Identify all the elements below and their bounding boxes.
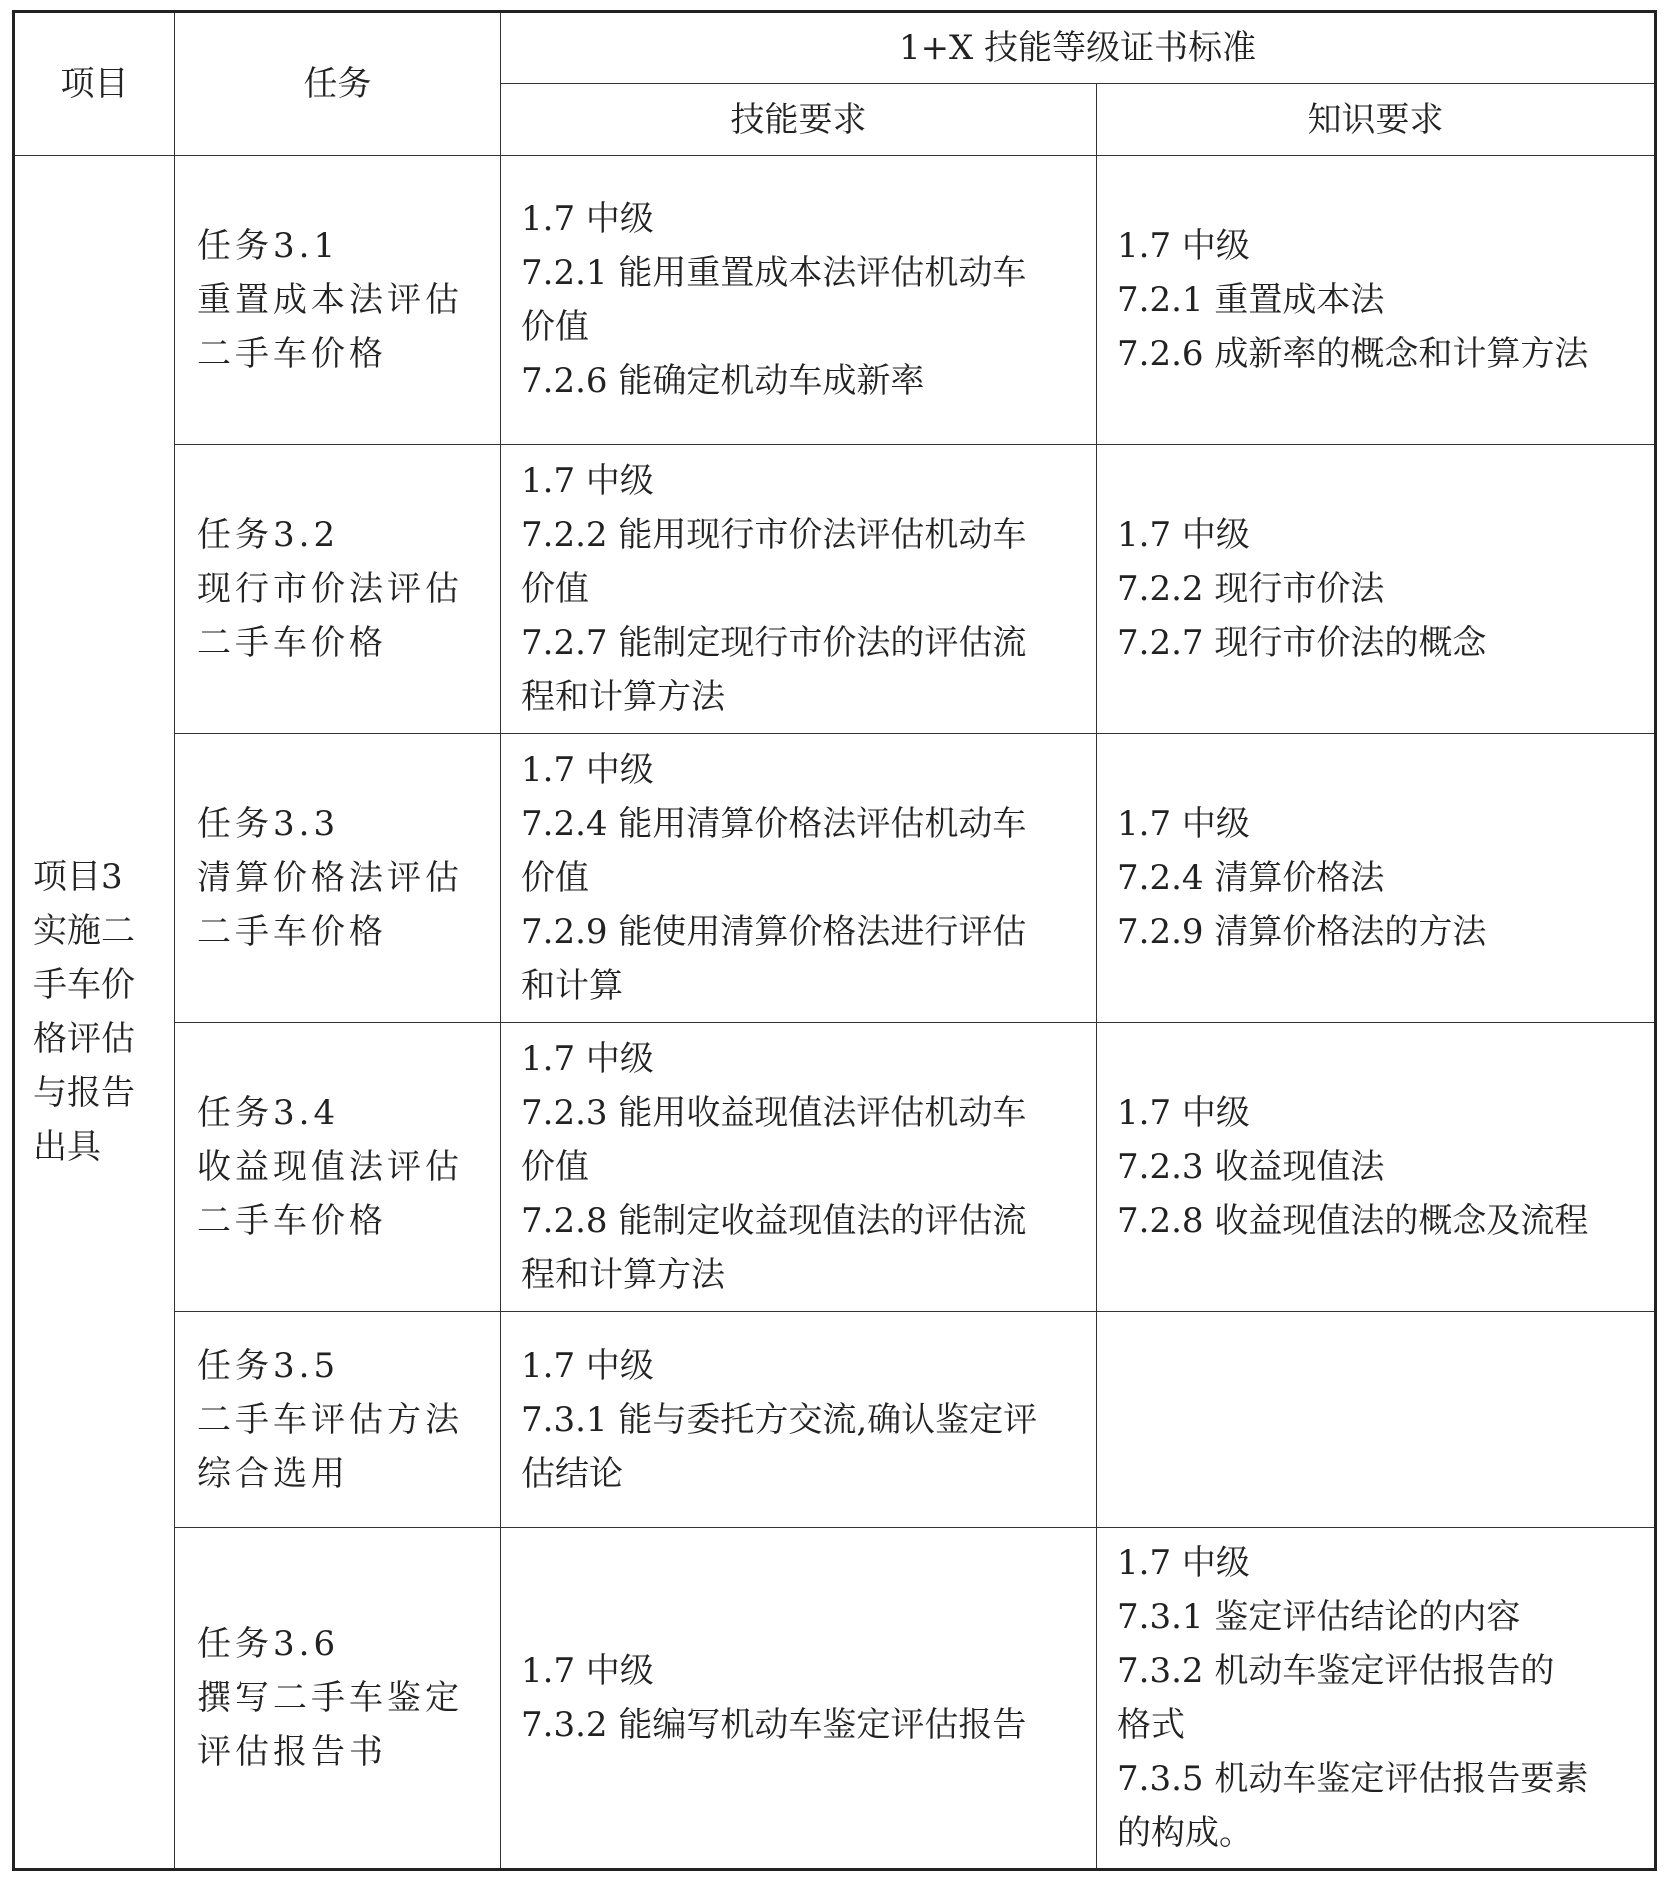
knowledge-line: 7.2.3 收益现值法 <box>1117 1147 1385 1187</box>
task-line: 重置成本法评估 <box>197 280 463 320</box>
knowledge-line: 1.7 中级 <box>1117 804 1250 844</box>
task-line: 二手车价格 <box>197 623 387 663</box>
skill-cell <box>501 1023 1097 1312</box>
skill-line: 价值 <box>521 1147 589 1187</box>
skill-line: 价值 <box>521 858 589 898</box>
knowledge-cell-empty <box>1097 1312 1656 1528</box>
header-task: 任务 <box>175 12 501 156</box>
project-line: 项目3 <box>33 857 123 897</box>
task-cell <box>175 445 501 734</box>
task-line: 任务3.6 <box>197 1624 340 1664</box>
task-line: 任务3.4 <box>197 1093 340 1133</box>
skill-line: 7.2.1 能用重置成本法评估机动车 <box>521 253 1027 293</box>
skill-line: 7.2.8 能制定收益现值法的评估流 <box>521 1201 1027 1241</box>
standards-table-container <box>12 10 1654 1870</box>
skill-cell <box>501 445 1097 734</box>
task-line: 清算价格法评估 <box>197 858 463 898</box>
skill-line: 1.7 中级 <box>521 1651 654 1691</box>
skill-cell <box>501 734 1097 1023</box>
knowledge-line: 的构成。 <box>1117 1813 1253 1853</box>
task-line: 二手车价格 <box>197 334 387 374</box>
knowledge-line: 1.7 中级 <box>1117 515 1250 555</box>
knowledge-cell <box>1097 445 1656 734</box>
skill-line: 7.2.9 能使用清算价格法进行评估 <box>521 912 1027 952</box>
knowledge-cell <box>1097 1023 1656 1312</box>
task-line: 任务3.2 <box>197 515 340 555</box>
table-row <box>14 734 1656 1023</box>
knowledge-cell <box>1097 1528 1656 1870</box>
knowledge-line: 7.2.9 清算价格法的方法 <box>1117 912 1487 952</box>
skill-line: 估结论 <box>521 1453 623 1494</box>
task-line: 评估报告书 <box>197 1732 387 1772</box>
knowledge-line: 7.2.7 现行市价法的概念 <box>1117 623 1487 663</box>
header-row-1 <box>14 12 1656 84</box>
skill-line: 7.2.2 能用现行市价法评估机动车 <box>521 515 1027 555</box>
task-cell <box>175 1023 501 1312</box>
skill-line: 价值 <box>521 307 589 347</box>
table-row <box>14 1312 1656 1528</box>
skill-line: 7.2.4 能用清算价格法评估机动车 <box>521 804 1027 844</box>
knowledge-line: 7.2.1 重置成本法 <box>1117 280 1385 320</box>
skill-cell <box>501 1528 1097 1870</box>
project-cell <box>14 156 175 1870</box>
skill-line: 7.2.3 能用收益现值法评估机动车 <box>521 1093 1027 1133</box>
skill-line: 1.7 中级 <box>521 1039 654 1079</box>
task-line: 任务3.3 <box>197 804 340 844</box>
project-line: 实施二 <box>33 911 135 951</box>
knowledge-line: 7.2.2 现行市价法 <box>1117 569 1385 609</box>
table-row <box>14 445 1656 734</box>
skill-line: 1.7 中级 <box>521 461 654 501</box>
knowledge-line: 7.3.5 机动车鉴定评估报告要素 <box>1117 1759 1589 1799</box>
task-line: 现行市价法评估 <box>197 569 463 609</box>
task-line: 二手车价格 <box>197 1201 387 1241</box>
task-line: 综合选用 <box>197 1453 349 1494</box>
task-line: 二手车价格 <box>197 912 387 952</box>
skill-cell <box>501 156 1097 445</box>
skill-line: 程和计算方法 <box>521 677 725 717</box>
table-row <box>14 1528 1656 1870</box>
header-skill: 技能要求 <box>501 84 1097 156</box>
task-cell <box>175 156 501 445</box>
skill-line: 程和计算方法 <box>521 1255 725 1295</box>
knowledge-cell <box>1097 156 1656 445</box>
project-line: 格评估 <box>33 1019 135 1059</box>
task-cell <box>175 734 501 1023</box>
skill-line: 和计算 <box>521 966 623 1006</box>
task-line: 撰写二手车鉴定 <box>197 1678 463 1718</box>
skill-line: 7.3.1 能与委托方交流,确认鉴定评 <box>521 1399 1038 1440</box>
skill-line: 1.7 中级 <box>521 1345 654 1386</box>
table-row <box>14 1023 1656 1312</box>
knowledge-line: 7.3.1 鉴定评估结论的内容 <box>1117 1597 1521 1637</box>
skill-line: 7.3.2 能编写机动车鉴定评估报告 <box>521 1705 1027 1745</box>
task-line: 任务3.5 <box>197 1345 340 1386</box>
task-line: 任务3.1 <box>197 226 340 266</box>
knowledge-cell <box>1097 734 1656 1023</box>
knowledge-line: 格式 <box>1117 1705 1185 1745</box>
knowledge-line: 7.2.8 收益现值法的概念及流程 <box>1117 1201 1589 1241</box>
knowledge-line: 7.2.4 清算价格法 <box>1117 858 1385 898</box>
knowledge-line: 1.7 中级 <box>1117 1543 1250 1583</box>
header-standard: 1+X 技能等级证书标准 <box>501 12 1656 84</box>
knowledge-line: 1.7 中级 <box>1117 1093 1250 1133</box>
task-cell <box>175 1312 501 1528</box>
knowledge-line: 7.3.2 机动车鉴定评估报告的 <box>1117 1651 1555 1691</box>
standards-table <box>12 10 1657 1871</box>
task-cell <box>175 1528 501 1870</box>
skill-cell <box>501 1312 1097 1528</box>
skill-line: 价值 <box>521 569 589 609</box>
project-line: 手车价 <box>33 965 135 1005</box>
table-row <box>14 156 1656 445</box>
skill-line: 7.2.6 能确定机动车成新率 <box>521 361 925 401</box>
skill-line: 7.2.7 能制定现行市价法的评估流 <box>521 623 1027 663</box>
skill-line: 1.7 中级 <box>521 750 654 790</box>
skill-line: 1.7 中级 <box>521 199 654 239</box>
knowledge-line: 1.7 中级 <box>1117 226 1250 266</box>
knowledge-line: 7.2.6 成新率的概念和计算方法 <box>1117 334 1589 374</box>
header-project: 项目 <box>14 12 175 156</box>
task-line: 收益现值法评估 <box>197 1147 463 1187</box>
task-line: 二手车评估方法 <box>197 1399 463 1440</box>
project-line: 出具 <box>33 1127 101 1167</box>
header-knowledge: 知识要求 <box>1097 84 1656 156</box>
project-line: 与报告 <box>33 1073 135 1113</box>
